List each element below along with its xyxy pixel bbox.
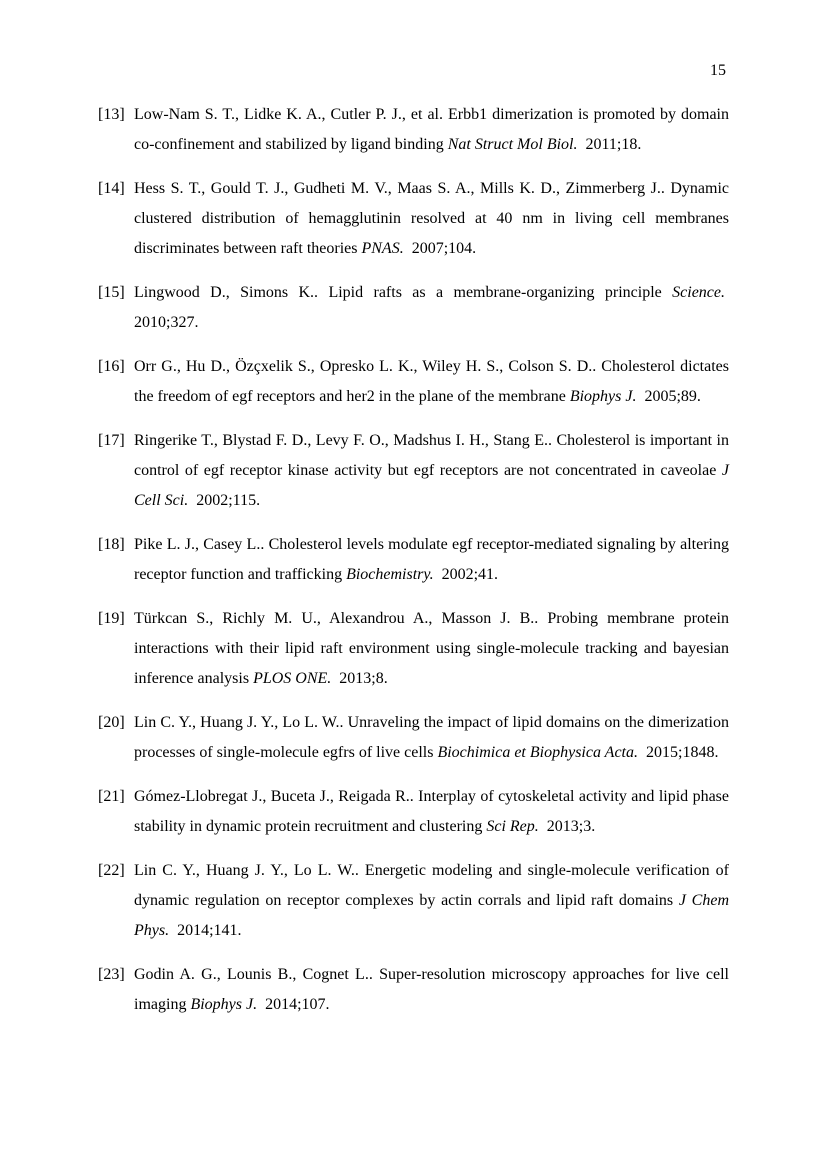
reference-text: Lin C. Y., Huang J. Y., Lo L. W.. Unraveling the impact of lipid domains on the dimerization processes of single-molecule egfrs of live cells: [134, 714, 729, 761]
reference-year-volume: 2007;104.: [411, 240, 477, 257]
reference-19: [98, 604, 729, 694]
reference-17: [98, 426, 729, 516]
reference-year-volume: 2002;41.: [441, 566, 499, 583]
reference-journal: Biochimica et Biophysica Acta.: [437, 744, 638, 761]
reference-text: Lingwood D., Simons K.. Lipid rafts as a membrane-organizing principle: [134, 284, 662, 301]
reference-year-volume: 2010;327.: [134, 314, 199, 331]
reference-22: [98, 856, 729, 946]
reference-journal: Nat Struct Mol Biol.: [447, 136, 578, 153]
reference-text: Low-Nam S. T., Lidke K. A., Cutler P. J., et al. Erbb1 dimerization is promoted by domain co-confinement and stabilized by ligand binding: [134, 106, 729, 153]
reference-journal: Science.: [672, 284, 725, 301]
reference-13: [98, 100, 729, 160]
reference-21: [98, 782, 729, 842]
reference-text: Hess S. T., Gould T. J., Gudheti M. V., Maas S. A., Mills K. D., Zimmerberg J.. Dynamic clustered distribution of hemagglutinin resolved at 40 nm in living cell membranes discriminates between raft theories: [134, 180, 729, 257]
reference-number: [15]: [98, 284, 125, 301]
reference-journal: J Chem Phys.: [134, 892, 730, 939]
reference-year-volume: 2005;89.: [644, 388, 701, 405]
reference-text: Türkcan S., Richly M. U., Alexandrou A., Masson J. B.. Probing membrane protein interactions with their lipid raft environment using single-molecule tracking and bayesian inference analysis: [134, 610, 729, 687]
reference-text: Gómez-Llobregat J., Buceta J., Reigada R.. Interplay of cytoskeletal activity and lipid phase stability in dynamic protein recruitment and clustering: [134, 788, 729, 835]
reference-20: [98, 708, 729, 768]
reference-year-volume: 2013;3.: [546, 818, 596, 835]
reference-number: [19]: [98, 610, 125, 627]
reference-journal: PLOS ONE.: [253, 670, 332, 687]
reference-number: [17]: [98, 432, 125, 449]
reference-text: Godin A. G., Lounis B., Cognet L.. Super-resolution microscopy approaches for live cell imaging: [134, 966, 729, 1013]
reference-year-volume: 2014;107.: [265, 996, 330, 1013]
reference-number: [13]: [98, 106, 125, 123]
reference-list: [98, 100, 729, 1034]
reference-text: Lin C. Y., Huang J. Y., Lo L. W.. Energetic modeling and single-molecule verification of dynamic regulation on receptor complexes by actin corrals and lipid raft domains: [134, 862, 729, 909]
reference-number: [20]: [98, 714, 125, 731]
reference-journal: Biophys J.: [569, 388, 637, 405]
reference-18: [98, 530, 729, 590]
reference-journal: Sci Rep.: [486, 818, 539, 835]
reference-journal: J Cell Sci.: [134, 462, 730, 509]
reference-23: [98, 960, 729, 1020]
reference-16: [98, 352, 729, 412]
reference-journal: Biophys J.: [190, 996, 258, 1013]
reference-number: [16]: [98, 358, 125, 375]
reference-15: [98, 278, 729, 338]
reference-number: [22]: [98, 862, 125, 879]
reference-journal: Biochemistry.: [346, 566, 434, 583]
page-number: 15: [710, 62, 726, 79]
reference-year-volume: 2014;141.: [177, 922, 242, 939]
reference-text: Ringerike T., Blystad F. D., Levy F. O., Madshus I. H., Stang E.. Cholesterol is important in control of egf receptor kinase activity but egf receptors are not concentrated in caveolae: [134, 432, 729, 479]
reference-year-volume: 2002;115.: [196, 492, 261, 509]
reference-number: [21]: [98, 788, 125, 805]
reference-text: Orr G., Hu D., Özçxelik S., Opresko L. K., Wiley H. S., Colson S. D.. Cholesterol dictates the freedom of egf receptors and her2 in the plane of the membrane: [134, 358, 729, 405]
reference-text: Pike L. J., Casey L.. Cholesterol levels modulate egf receptor-mediated signaling by altering receptor function and trafficking: [134, 536, 729, 583]
reference-14: [98, 174, 729, 264]
reference-number: [14]: [98, 180, 125, 197]
reference-number: [23]: [98, 966, 125, 983]
reference-journal: PNAS.: [361, 240, 404, 257]
reference-year-volume: 2015;1848.: [646, 744, 719, 761]
reference-number: [18]: [98, 536, 125, 553]
reference-year-volume: 2011;18.: [585, 136, 642, 153]
reference-year-volume: 2013;8.: [339, 670, 388, 687]
